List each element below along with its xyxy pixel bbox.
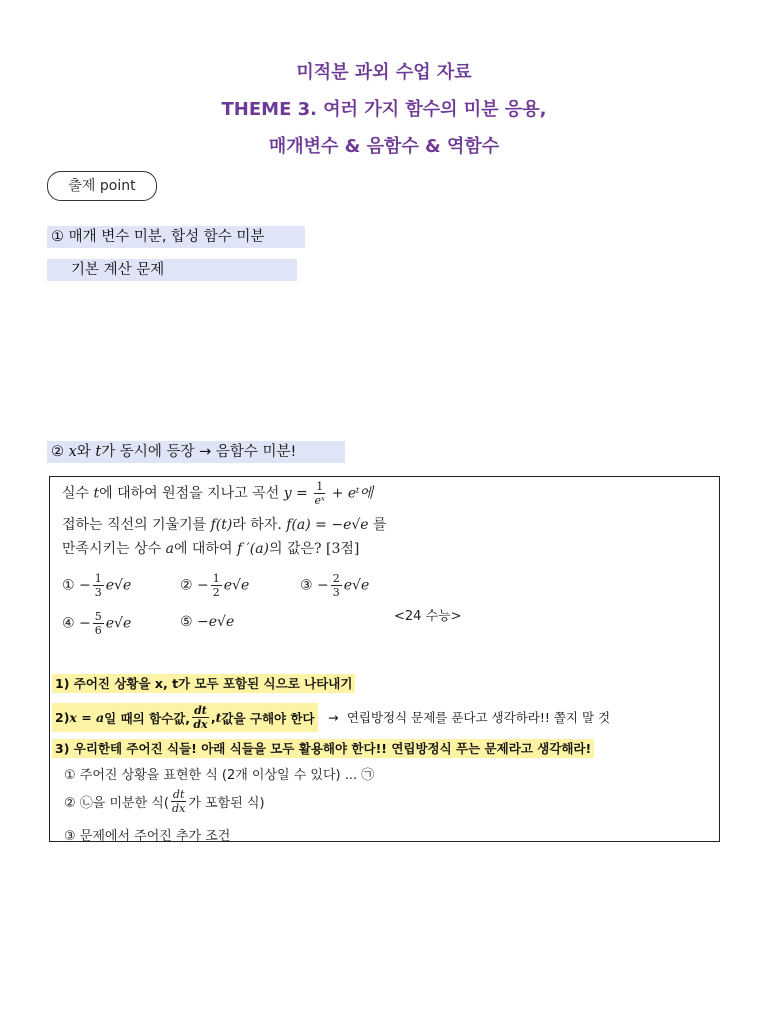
point2-marker: ② <box>51 444 64 460</box>
numerator: dt <box>194 704 207 717</box>
text: 라 하자. <box>232 517 287 533</box>
arrow-icon: → <box>199 444 212 460</box>
var-t: t <box>95 444 102 460</box>
text: 접하는 직선의 기울기를 <box>62 517 211 533</box>
doc-title: 미적분 과외 수업 자료 <box>296 62 472 83</box>
point1-subheading: 기본 계산 문제 <box>47 259 297 281</box>
text: 에 대하여 <box>173 541 237 557</box>
problem-source: <24 수능> <box>394 609 462 624</box>
var-a: a <box>165 541 174 557</box>
denominator: dx <box>172 802 186 815</box>
condition: x = a <box>69 710 105 725</box>
step-3 <box>52 739 594 757</box>
point2-wa: 와 <box>76 444 91 460</box>
text: 만족시키는 상수 <box>62 541 166 557</box>
theme-title: THEME 3. 여러 가지 함수의 미분 응용, <box>221 99 547 120</box>
sign: − <box>79 577 91 594</box>
value: e√e <box>105 615 132 632</box>
var-y: y <box>283 485 292 502</box>
var-t: t <box>93 485 100 502</box>
theme-subtitle: 매개변수 & 음함수 & 역함수 <box>268 136 500 157</box>
var-t: t <box>215 710 222 725</box>
text: 에 대하여 원점을 지나고 곡선 <box>99 485 284 502</box>
step-1 <box>52 674 355 692</box>
numerator: 2 <box>332 572 340 585</box>
text: 2) <box>55 710 70 725</box>
text: 일 때의 함수값, <box>104 710 191 726</box>
choice-mark: ④ <box>62 615 75 632</box>
value: e√e <box>105 577 132 594</box>
choice-1 <box>62 573 131 598</box>
arrow-icon: → <box>327 710 339 725</box>
text: 가 포함된 식) <box>188 796 265 811</box>
numerator: 5 <box>94 610 102 623</box>
func-f-t: f(t) <box>210 517 233 533</box>
text: , <box>210 710 216 725</box>
sign: − <box>197 614 209 630</box>
point2-rest: 가 동시에 등장 <box>101 444 195 460</box>
step-1-text: 1) 주어진 상황을 x, t가 모두 포함된 식으로 나타내기 <box>52 674 355 693</box>
choice-mark: ① <box>62 577 75 594</box>
problem-line-3 <box>62 538 359 558</box>
choice-mark: ⑤ <box>180 614 193 630</box>
choice-2 <box>180 573 249 598</box>
text: 를 <box>368 517 387 533</box>
exam-point-badge: 출제 point <box>47 171 157 201</box>
step-2 <box>52 703 610 732</box>
choice-3 <box>300 573 369 598</box>
var-x: x <box>68 444 77 460</box>
value: e√e <box>223 577 250 594</box>
denominator: 3 <box>332 586 340 599</box>
denominator: 6 <box>94 624 102 637</box>
text: ② ㉡을 미분한 식( <box>64 796 169 811</box>
condition: f(a) = −e√e <box>286 517 369 533</box>
numerator: 1 <box>316 480 324 493</box>
denominator: 3 <box>94 586 102 599</box>
point2-heading <box>47 441 345 463</box>
step-2-note: 연립방정식 문제를 푼다고 생각하라!! 쫄지 말 것 <box>346 710 611 725</box>
denominator: 2 <box>212 586 220 599</box>
problem-line-2 <box>62 514 387 534</box>
point2-end: 음함수 미분! <box>215 444 297 460</box>
denominator: eˣ <box>314 494 325 507</box>
numerator: dt <box>172 788 185 801</box>
sign: − <box>197 577 209 594</box>
equals: = <box>291 485 313 502</box>
choice-4 <box>62 611 131 636</box>
fraction <box>314 481 325 506</box>
sub-item-1: ① 주어진 상황을 표현한 식 (2개 이상일 수 있다) ... ㉠ <box>64 768 375 783</box>
point1-heading: ① 매개 변수 미분, 합성 함수 미분 <box>47 226 305 248</box>
problem-box <box>49 476 720 842</box>
sign: − <box>79 615 91 632</box>
text: 실수 <box>62 485 94 502</box>
text: + eᵗ에 <box>327 485 374 502</box>
problem-line-1 <box>62 481 373 506</box>
denominator: dx <box>193 718 208 731</box>
numerator: 1 <box>94 572 102 585</box>
choice-mark: ③ <box>300 577 313 594</box>
text: 의 값은? [3점] <box>269 541 360 557</box>
value: e√e <box>208 614 235 630</box>
step-2-highlight <box>52 703 318 732</box>
sub-item-2 <box>64 789 265 814</box>
choice-mark: ② <box>180 577 193 594</box>
choice-5 <box>180 614 234 630</box>
text: 값을 구해야 한다 <box>221 710 315 726</box>
numerator: 1 <box>212 572 220 585</box>
sign: − <box>317 577 329 594</box>
step-3-text: 3) 우리한테 주어진 식들! 아래 식들을 모두 활용해야 한다!! 연립방정식 푸는 문제라고 생각해라! <box>52 739 594 758</box>
sub-item-3: ③ 문제에서 주어진 추가 조건 <box>64 829 231 844</box>
func-fprime: f ′(a) <box>236 541 270 557</box>
value: e√e <box>343 577 370 594</box>
